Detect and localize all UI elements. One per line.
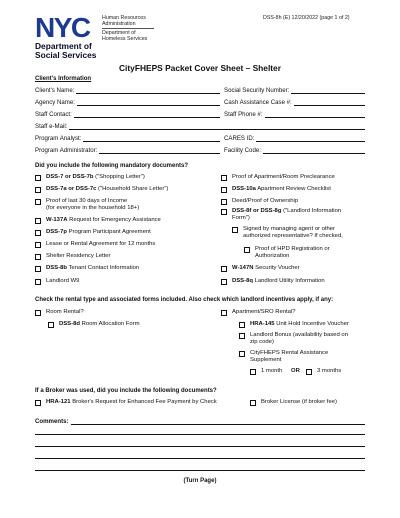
form-desc: Landlord Utility Information — [252, 278, 325, 284]
checkbox-item[interactable] — [35, 241, 155, 248]
input-line[interactable] — [74, 112, 220, 118]
input-line[interactable] — [76, 88, 220, 94]
or-label: OR — [291, 368, 300, 374]
checkbox-label: Broker License (if broker fee) — [261, 399, 337, 405]
agency-line: Human Resources — [102, 15, 146, 21]
checkbox-item[interactable] — [221, 198, 298, 205]
form-desc: Program Participant Agreement — [66, 229, 151, 235]
broker-license-checkbox[interactable] — [250, 399, 337, 406]
case-number-field[interactable] — [224, 99, 365, 106]
checkbox-item[interactable] — [35, 198, 139, 212]
form-code: DSS-8d — [59, 321, 80, 327]
checkbox[interactable] — [250, 369, 256, 375]
form-desc: Broker's Request for Enhanced Fee Payment by Check — [70, 399, 217, 405]
ssn-field[interactable] — [224, 87, 365, 94]
form-desc: Deed/Proof of Ownership — [232, 198, 299, 204]
checkbox-label: Apartment/SRO Rental? — [232, 309, 296, 315]
hra145-checkbox[interactable] — [239, 321, 349, 328]
checkbox[interactable] — [239, 322, 245, 328]
turn-page-note: (Turn Page) — [183, 478, 217, 484]
checkbox[interactable] — [239, 351, 245, 357]
dss-name-line: Social Services — [35, 50, 97, 61]
checkbox[interactable] — [250, 400, 256, 406]
page-title: CityFHEPS Packet Cover Sheet – Shelter — [119, 63, 281, 73]
checkbox[interactable] — [48, 322, 54, 328]
checkbox[interactable] — [35, 187, 41, 193]
staff-contact-field[interactable] — [35, 111, 220, 118]
checkbox[interactable] — [221, 199, 227, 205]
comment-line[interactable] — [35, 446, 365, 447]
form-desc: Unit Hold Incentive Voucher — [274, 321, 349, 327]
input-line[interactable] — [291, 88, 365, 94]
checkbox[interactable] — [35, 279, 41, 285]
client-info-heading: Client's Information — [35, 76, 92, 82]
form-desc: Lease or Rental Agreement for 12 months — [46, 241, 156, 247]
form-desc: (for everyone in the household 18+) — [46, 205, 140, 211]
form-desc: authorized representative? If checked, — [243, 233, 343, 239]
field-label: Staff e-Mail: — [35, 123, 68, 130]
form-desc: zip code) — [250, 339, 274, 345]
client-name-field[interactable] — [35, 87, 220, 94]
checkbox-item[interactable] — [35, 186, 168, 193]
form-code: W-147N — [232, 265, 254, 271]
comments-label: Comments: — [35, 418, 69, 425]
field-label: Program Analyst: — [35, 135, 82, 142]
form-desc: Room Allocation Form — [79, 321, 140, 327]
checkbox[interactable] — [35, 254, 41, 260]
form-desc: Signed by managing agent or other — [243, 226, 336, 232]
apartment-rental-checkbox[interactable] — [221, 309, 296, 316]
mandatory-docs-question: Did you include the following mandatory documents? — [35, 163, 189, 169]
checkbox-item[interactable] — [244, 246, 330, 260]
input-line[interactable] — [77, 100, 220, 106]
checkbox-item[interactable] — [232, 226, 343, 240]
checkbox[interactable] — [221, 279, 227, 285]
input-line[interactable] — [256, 136, 365, 142]
dss-name — [35, 42, 96, 60]
form-desc: ("Shopping Letter") — [93, 174, 145, 180]
form-desc: Apartment Review Checklist — [255, 186, 331, 192]
checkbox-item[interactable] — [221, 186, 331, 193]
form-id: DSS-8h (E) 12/20/2022 (page 1 of 2) — [263, 15, 350, 21]
checkbox-item[interactable] — [221, 208, 341, 222]
checkbox[interactable] — [221, 187, 227, 193]
checkbox[interactable] — [35, 199, 41, 205]
staff-phone-field[interactable] — [224, 111, 365, 118]
checkbox[interactable] — [35, 242, 41, 248]
staff-email-field[interactable] — [35, 123, 365, 130]
hra121-checkbox[interactable] — [35, 399, 217, 406]
form-desc: ("Landlord Information — [281, 208, 342, 214]
input-line[interactable] — [69, 124, 365, 130]
form-desc: Authorization — [255, 253, 290, 259]
input-line[interactable] — [265, 112, 365, 118]
checkbox[interactable] — [35, 310, 41, 316]
form-desc: Form") — [232, 215, 250, 221]
checkbox-item[interactable] — [35, 253, 111, 260]
checkbox[interactable] — [35, 218, 41, 224]
form-code: DSS-8b — [46, 265, 67, 271]
program-admin-field[interactable] — [35, 147, 220, 154]
checkbox[interactable] — [221, 310, 227, 316]
checkbox[interactable] — [35, 175, 41, 181]
checkbox[interactable] — [232, 227, 238, 233]
three-months-checkbox[interactable] — [306, 368, 341, 375]
form-desc: CityFHEPS Rental Assistance — [250, 350, 329, 356]
agency-line: Administration — [102, 21, 136, 27]
form-desc: Supplement — [250, 357, 282, 363]
checkbox-item[interactable] — [35, 278, 79, 285]
dss-name-line: Department of — [35, 41, 92, 51]
checkbox-item[interactable] — [35, 174, 145, 181]
form-code: HRA-145 — [250, 321, 275, 327]
form-desc: Landlord W9 — [46, 278, 80, 284]
form-desc: Tenant Contact Information — [66, 265, 140, 271]
checkbox[interactable] — [306, 369, 312, 375]
form-code: HRA-121 — [46, 399, 71, 405]
agency-name-field[interactable] — [35, 99, 220, 106]
program-analyst-field[interactable] — [35, 135, 220, 142]
form-code: W-137A — [46, 217, 68, 223]
checkbox[interactable] — [221, 209, 227, 215]
form-desc: Proof of last 30 days of Income — [46, 198, 128, 204]
agency-divider — [102, 28, 154, 29]
field-label: Agency Name: — [35, 99, 75, 106]
form-desc: Proof of HPD Registration or — [255, 246, 330, 252]
broker-question: If a Broker was used, did you include the following documents? — [35, 388, 217, 394]
field-label: CARES ID: — [224, 135, 255, 142]
form-desc: Shelter Residency Letter — [46, 253, 111, 259]
form-code: DSS-8q — [232, 278, 253, 284]
room-allocation-checkbox[interactable] — [48, 321, 140, 328]
one-month-checkbox[interactable] — [250, 368, 282, 375]
input-line[interactable] — [71, 419, 365, 425]
form-code: DSS-10a — [232, 186, 256, 192]
cares-id-field[interactable] — [224, 135, 365, 142]
form-desc: Security Voucher — [253, 265, 300, 271]
supplement-checkbox[interactable] — [239, 350, 328, 364]
agency-line: Homeless Services — [102, 36, 148, 42]
checkbox-label: 3 months — [317, 368, 342, 374]
nyc-logo-text: NYC — [35, 14, 90, 40]
checkbox-item[interactable] — [35, 229, 151, 236]
comments-field[interactable] — [35, 418, 365, 425]
checkbox-label: 1 month — [261, 368, 283, 374]
form-code: DSS-7a or DSS-7c — [46, 186, 97, 192]
field-label: Cash Assistance Case #: — [224, 99, 292, 106]
checkbox[interactable] — [221, 175, 227, 181]
field-label: Staff Phone #: — [224, 111, 263, 118]
form-desc: Proof of Apartment/Room Preclearance — [232, 174, 335, 180]
landlord-bonus-checkbox[interactable] — [239, 332, 348, 346]
input-line[interactable] — [99, 148, 220, 154]
checkbox-item[interactable] — [221, 278, 325, 285]
field-label: Client's Name: — [35, 87, 75, 94]
agency-names — [102, 15, 154, 42]
field-label: Social Security Number: — [224, 87, 290, 94]
field-label: Program Administrator: — [35, 147, 98, 154]
room-rental-checkbox[interactable] — [35, 309, 84, 316]
checkbox[interactable] — [239, 333, 245, 339]
form-code: DSS-8f or DSS-8g — [232, 208, 282, 214]
form-desc: Landlord Bonus (availability based on — [250, 332, 348, 338]
comment-line[interactable] — [35, 470, 365, 471]
checkbox[interactable] — [35, 230, 41, 236]
input-line[interactable] — [294, 100, 365, 106]
form-code: DSS-7 or DSS-7b — [46, 174, 94, 180]
checkbox[interactable] — [35, 266, 41, 272]
input-line[interactable] — [83, 136, 220, 142]
form-desc: ("Household Share Letter") — [96, 186, 169, 192]
form-desc: Request for Emergency Assistance — [67, 217, 161, 223]
checkbox-label: Room Rental? — [46, 309, 84, 315]
checkbox[interactable] — [35, 400, 41, 406]
input-line[interactable] — [263, 148, 365, 154]
comment-line[interactable] — [35, 458, 365, 459]
facility-code-field[interactable] — [224, 147, 365, 154]
checkbox[interactable] — [221, 266, 227, 272]
field-label: Facility Code: — [224, 147, 261, 154]
checkbox-item[interactable] — [35, 217, 161, 224]
nyc-logo — [35, 14, 97, 40]
form-code: DSS-7p — [46, 229, 67, 235]
checkbox-item[interactable] — [221, 265, 300, 272]
field-label: Staff Contact: — [35, 111, 72, 118]
checkbox[interactable] — [244, 247, 250, 253]
checkbox-item[interactable] — [221, 174, 335, 181]
agency-line: Department of — [102, 30, 136, 36]
comment-line[interactable] — [35, 434, 365, 435]
checkbox-item[interactable] — [35, 265, 139, 272]
rental-type-question: Check the rental type and associated forms included. Also check which landlord incentives apply, if any: — [35, 297, 334, 303]
